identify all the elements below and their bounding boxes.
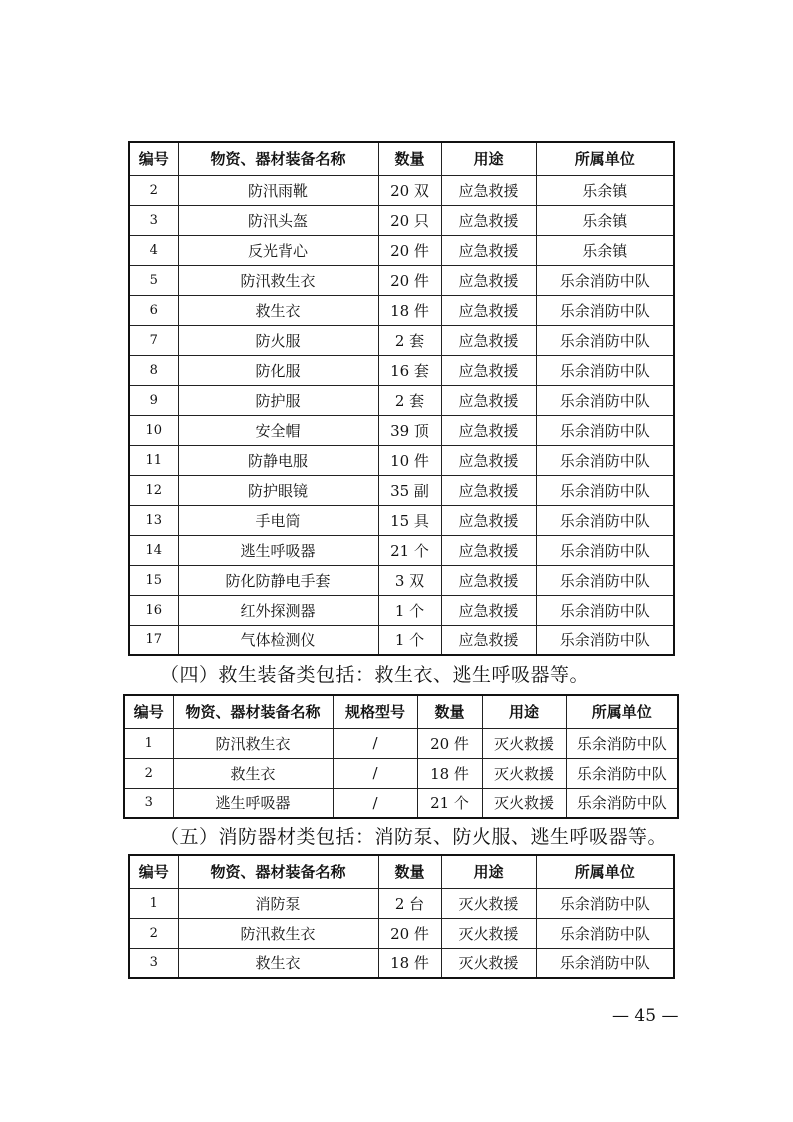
table-cell: 乐余消防中队 [536,595,674,625]
table-cell: 20 件 [378,235,441,265]
table-cell: 15 [129,565,178,595]
table-cell: 乐余镇 [536,235,674,265]
table-cell: 灭火救援 [441,918,536,948]
table-row [124,758,678,788]
table-cell: 乐余消防中队 [566,728,678,758]
table-cell: 5 [129,265,178,295]
table-cell: / [333,728,417,758]
header-item-name: 物资、器材装备名称 [173,695,333,728]
table-row [129,385,674,415]
table-cell: 红外探测器 [178,595,378,625]
table-cell: 应急救援 [441,235,536,265]
table-cell: 乐余消防中队 [536,505,674,535]
table-cell: 应急救援 [441,295,536,325]
header-number: 编号 [124,695,173,728]
table-row [129,205,674,235]
table-cell: 3 双 [378,565,441,595]
table-cell: 2 [129,918,178,948]
table-cell: 应急救援 [441,385,536,415]
table-row [124,788,678,818]
header-unit: 所属单位 [566,695,678,728]
header-item-name: 物资、器材装备名称 [178,855,378,888]
table-cell: 应急救援 [441,205,536,235]
table-cell: 乐余消防中队 [536,295,674,325]
table-row [129,415,674,445]
table-cell: 1 [129,888,178,918]
table-cell: 乐余消防中队 [536,415,674,445]
table-cell: 16 套 [378,355,441,385]
table-row [124,728,678,758]
section-heading-4: （四）救生装备类包括：救生衣、逃生呼吸器等。 [160,664,590,686]
table-cell: 1 个 [378,625,441,655]
table-cell: 12 [129,475,178,505]
table-cell: 10 件 [378,445,441,475]
table-cell: 防汛救生衣 [173,728,333,758]
table-cell: 10 [129,415,178,445]
page-number: — 45 — [612,1006,679,1026]
table-cell: 21 个 [378,535,441,565]
table-header-row [124,695,678,728]
table-cell: 救生衣 [173,758,333,788]
equipment-table-2 [123,694,679,819]
table-cell: 灭火救援 [441,948,536,978]
equipment-table-3 [128,854,675,979]
table-cell: 3 [129,205,178,235]
table-cell: 防静电服 [178,445,378,475]
table-cell: 应急救援 [441,475,536,505]
table-cell: 18 件 [378,948,441,978]
table-cell: 防汛雨靴 [178,175,378,205]
table-cell: 1 个 [378,595,441,625]
table-cell: 应急救援 [441,175,536,205]
table-cell: 逃生呼吸器 [178,535,378,565]
table-cell: 39 顶 [378,415,441,445]
table-cell: 应急救援 [441,595,536,625]
table-row [129,565,674,595]
table-row [129,235,674,265]
table-cell: 1 [124,728,173,758]
table-cell: 应急救援 [441,625,536,655]
table-cell: 21 个 [417,788,482,818]
table-cell: 防汛救生衣 [178,265,378,295]
table-cell: 乐余消防中队 [536,325,674,355]
table-cell: 救生衣 [178,295,378,325]
table-cell: 消防泵 [178,888,378,918]
table-cell: 应急救援 [441,415,536,445]
table-cell: 防化服 [178,355,378,385]
table-cell: 逃生呼吸器 [173,788,333,818]
table-cell: 18 件 [378,295,441,325]
table-cell: 灭火救援 [441,888,536,918]
table-cell: 防护服 [178,385,378,415]
table-cell: 7 [129,325,178,355]
header-number: 编号 [129,142,178,175]
table-row [129,175,674,205]
header-purpose: 用途 [482,695,566,728]
table-cell: 乐余消防中队 [536,355,674,385]
table-cell: 2 套 [378,385,441,415]
table-cell: 14 [129,535,178,565]
table-row [129,625,674,655]
table-cell: 4 [129,235,178,265]
table-cell: 17 [129,625,178,655]
table-cell: 乐余消防中队 [536,948,674,978]
table-cell: 气体检测仪 [178,625,378,655]
table-row [129,505,674,535]
table-cell: 乐余消防中队 [566,788,678,818]
table-cell: 8 [129,355,178,385]
table-cell: 乐余消防中队 [536,565,674,595]
table-cell: 乐余消防中队 [536,535,674,565]
table-row [129,888,674,918]
table-cell: 防火服 [178,325,378,355]
table-cell: 反光背心 [178,235,378,265]
table-cell: 乐余镇 [536,205,674,235]
table-cell: 16 [129,595,178,625]
table-cell: 灭火救援 [482,758,566,788]
table-cell: 3 [124,788,173,818]
table-cell: 应急救援 [441,565,536,595]
table-cell: 2 台 [378,888,441,918]
table-cell: 乐余镇 [536,175,674,205]
header-item-name: 物资、器材装备名称 [178,142,378,175]
table-cell: 应急救援 [441,325,536,355]
table-row [129,595,674,625]
header-unit: 所属单位 [536,142,674,175]
table-cell: 20 只 [378,205,441,235]
table-row [129,295,674,325]
table-cell: 20 件 [378,265,441,295]
table-cell: 15 具 [378,505,441,535]
table-cell: 20 件 [417,728,482,758]
table-cell: 安全帽 [178,415,378,445]
table-cell: 救生衣 [178,948,378,978]
header-spec-model: 规格型号 [333,695,417,728]
table-cell: 2 [129,175,178,205]
table-row [129,355,674,385]
table-header-row [129,142,674,175]
table-cell: 18 件 [417,758,482,788]
table-cell: / [333,788,417,818]
header-quantity: 数量 [378,855,441,888]
header-unit: 所属单位 [536,855,674,888]
equipment-table-1 [128,141,675,656]
table-row [129,918,674,948]
header-quantity: 数量 [378,142,441,175]
table-cell: 应急救援 [441,265,536,295]
table-cell: 乐余消防中队 [536,265,674,295]
table-row [129,948,674,978]
table-cell: 应急救援 [441,355,536,385]
table-cell: 乐余消防中队 [536,445,674,475]
table-cell: 应急救援 [441,445,536,475]
table-cell: 20 双 [378,175,441,205]
table-row [129,325,674,355]
table-cell: 6 [129,295,178,325]
header-number: 编号 [129,855,178,888]
table-cell: 手电筒 [178,505,378,535]
table-cell: 防化防静电手套 [178,565,378,595]
table-cell: 应急救援 [441,535,536,565]
table-cell: 2 [124,758,173,788]
header-purpose: 用途 [441,142,536,175]
table-cell: 2 套 [378,325,441,355]
table-row [129,265,674,295]
table-cell: 乐余消防中队 [536,385,674,415]
table-cell: 应急救援 [441,505,536,535]
table-cell: 11 [129,445,178,475]
table-cell: 3 [129,948,178,978]
table-cell: 乐余消防中队 [536,888,674,918]
table-row [129,475,674,505]
table-cell: 乐余消防中队 [536,918,674,948]
table-cell: 乐余消防中队 [536,475,674,505]
table-cell: 防汛救生衣 [178,918,378,948]
table-cell: 防汛头盔 [178,205,378,235]
table-row [129,535,674,565]
table-cell: 35 副 [378,475,441,505]
table-cell: 13 [129,505,178,535]
table-row [129,445,674,475]
section-heading-5: （五）消防器材类包括：消防泵、防火服、逃生呼吸器等。 [160,826,668,848]
table-cell: 乐余消防中队 [566,758,678,788]
table-header-row [129,855,674,888]
table-cell: 防护眼镜 [178,475,378,505]
table-cell: 9 [129,385,178,415]
table-cell: 20 件 [378,918,441,948]
table-cell: 乐余消防中队 [536,625,674,655]
table-cell: / [333,758,417,788]
table-cell: 灭火救援 [482,788,566,818]
header-quantity: 数量 [417,695,482,728]
table-cell: 灭火救援 [482,728,566,758]
header-purpose: 用途 [441,855,536,888]
